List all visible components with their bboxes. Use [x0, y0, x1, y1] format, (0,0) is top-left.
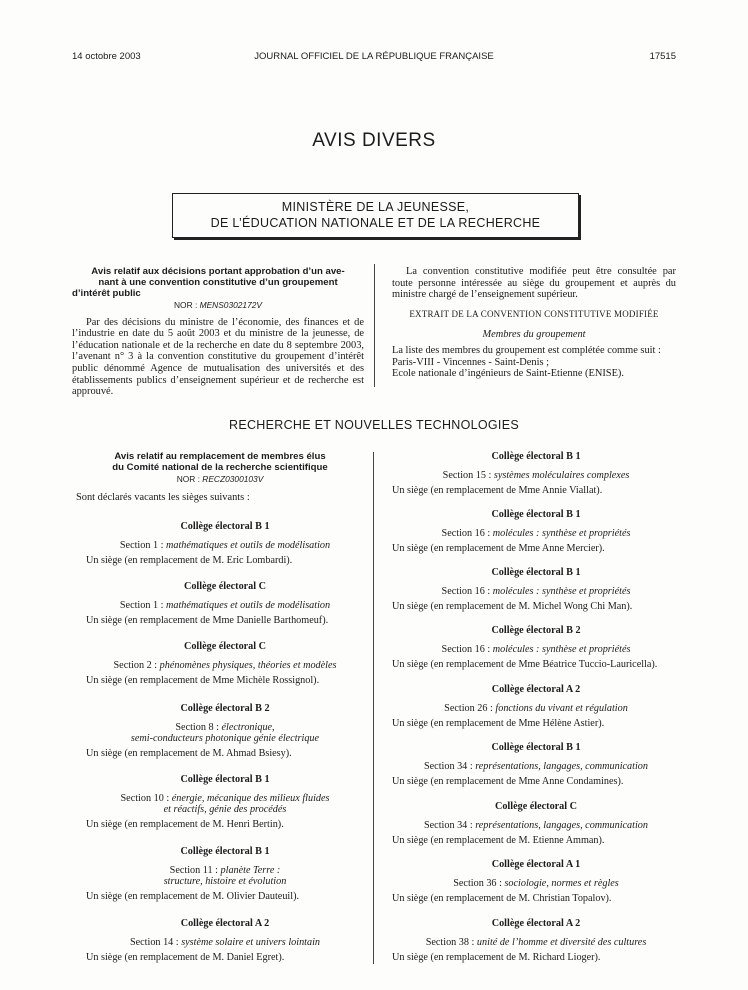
section-line: Section 1 : mathématiques et outils de modélisation — [119, 540, 331, 551]
section-line: Section 34 : représentations, langages, communication — [423, 820, 648, 831]
section-line: Section 16 : molécules : synthèse et propriétés — [441, 528, 631, 539]
nor-reference: NOR : MENS0302172V — [174, 300, 262, 310]
college-heading: Collège électoral C — [494, 801, 578, 812]
college-heading: Collège électoral B 1 — [491, 742, 581, 753]
avis-approbation-continued — [392, 266, 676, 380]
avis-approbation-body: Par des décisions du ministre de l’économie, des finances et de l’industrie en date du 5 août 2003 et du ministre de la jeunesse, de l’éducation nationale et de la recherche en date du 8 septembre 2003, l’avenant n° 3 à la convention constitutive du groupement d’intérêt public dénommé Agence de mutualisation des universités et des établissements publics d’enseignement supérieur et de recherche est approuvé. — [72, 316, 364, 398]
vacancy-entry — [392, 859, 680, 904]
column-divider — [373, 452, 374, 964]
section-line: Section 16 : molécules : synthèse et propriétés — [441, 586, 631, 597]
membres-heading: Membres du groupement — [482, 329, 586, 341]
seat-line: Un siège (en remplacement de M. Henri Bertin). — [86, 819, 284, 830]
seat-line: Un siège (en remplacement de M. Christian Topalov). — [392, 893, 612, 904]
seat-line: Un siège (en remplacement de M. Olivier Dauteuil). — [86, 891, 300, 902]
college-heading: Collège électoral C — [183, 641, 267, 652]
section-line: Section 10 : énergie, mécanique des milieux fluides — [120, 793, 330, 804]
seat-line: Un siège (en remplacement de M. Ahmad Bsiesy). — [86, 748, 292, 759]
header-page-number: 17515 — [649, 51, 676, 62]
college-heading: Collège électoral B 2 — [180, 703, 270, 714]
vacancy-entry — [86, 521, 364, 566]
seat-line: Un siège (en remplacement de Mme Anne Mercier). — [392, 543, 605, 554]
avis-approbation-title: Avis relatif aux décisions portant approbation d’un ave- nant à une convention constitutive d’un groupement d’intérêt public — [72, 266, 345, 299]
college-heading: Collège électoral B 1 — [491, 451, 581, 462]
avis-remplacement-intro: Sont déclarés vacants les sièges suivants : — [76, 491, 250, 503]
college-heading: Collège électoral A 2 — [491, 918, 581, 929]
seat-line: Un siège (en remplacement de M. Michel Wong Chi Man). — [392, 601, 633, 612]
vacancy-entry — [392, 801, 680, 846]
section-line: Section 26 : fonctions du vivant et régulation — [444, 703, 628, 714]
seat-line: Un siège (en remplacement de Mme Michèle Rossignol). — [86, 675, 320, 686]
section-line: Section 15 : systèmes moléculaires complexes — [442, 470, 630, 481]
seat-line: Un siège (en remplacement de M. Daniel Egret). — [86, 952, 285, 963]
seat-line: Un siège (en remplacement de M. Richard Lioger). — [392, 952, 601, 963]
header-journal-title: JOURNAL OFFICIEL DE LA RÉPUBLIQUE FRANÇAISE — [254, 51, 494, 62]
vacancy-entry — [392, 509, 680, 554]
seat-line: Un siège (en remplacement de M. Etienne Amman). — [392, 835, 605, 846]
section-line: Section 11 : planète Terre : — [169, 865, 281, 876]
vacancy-entry — [86, 774, 364, 830]
section-line-continued: structure, histoire et évolution — [163, 876, 287, 887]
convention-consultation-text: La convention constitutive modifiée peut être consultée par toute personne intéressée au siège du groupement et auprès du ministre chargé de l’enseignement supérieur. — [392, 266, 676, 301]
vacancy-entry — [392, 684, 680, 729]
college-heading: Collège électoral B 1 — [180, 846, 270, 857]
section-heading: RECHERCHE ET NOUVELLES TECHNOLOGIES — [229, 418, 519, 432]
section-line: Section 16 : molécules : synthèse et propriétés — [441, 644, 631, 655]
college-heading: Collège électoral B 2 — [491, 625, 581, 636]
college-heading: Collège électoral B 1 — [491, 509, 581, 520]
extrait-heading: EXTRAIT DE LA CONVENTION CONSTITUTIVE MODIFIÉE — [409, 308, 659, 319]
member-item: Paris-VIII - Vincennes - Saint-Denis ; — [392, 356, 550, 368]
ministry-box — [172, 193, 579, 238]
section-line-continued: et réactifs, génie des procédés — [163, 804, 287, 815]
college-heading: Collège électoral B 1 — [180, 774, 270, 785]
section-line: Section 38 : unité de l’homme et diversité des cultures — [425, 937, 647, 948]
seat-line: Un siège (en remplacement de Mme Béatrice Tuccio-Lauricella). — [392, 659, 658, 670]
page-title: AVIS DIVERS — [312, 130, 436, 151]
avis-remplacement-header — [76, 451, 364, 503]
college-heading: Collège électoral B 1 — [491, 567, 581, 578]
nor-reference: NOR : RECZ0300103V — [176, 474, 264, 484]
ministry-line-2: DE L’ÉDUCATION NATIONALE ET DE LA RECHERCHE — [210, 216, 541, 230]
college-heading: Collège électoral B 1 — [180, 521, 270, 532]
vacancy-entry — [392, 742, 680, 787]
avis-remplacement-title: Avis relatif au remplacement de membres élus du Comité national de la recherche scientifique — [112, 451, 328, 473]
liste-intro: La liste des membres du groupement est complétée comme suit : — [392, 344, 661, 356]
vacancy-entry — [392, 625, 680, 670]
college-heading: Collège électoral A 2 — [491, 684, 581, 695]
college-heading: Collège électoral A 1 — [491, 859, 581, 870]
section-line: Section 36 : sociologie, normes et règles — [453, 878, 619, 889]
section-line: Section 1 : mathématiques et outils de modélisation — [119, 600, 331, 611]
section-line-continued: semi-conducteurs photonique génie électrique — [130, 733, 320, 744]
section-line: Section 14 : système solaire et univers lointain — [129, 937, 321, 948]
seat-line: Un siège (en remplacement de Mme Annie Viallat). — [392, 485, 603, 496]
ministry-line-1: MINISTÈRE DE LA JEUNESSE, — [281, 200, 470, 214]
seat-line: Un siège (en remplacement de Mme Anne Condamines). — [392, 776, 624, 787]
vacancy-entry — [392, 567, 680, 612]
vacancy-entry — [86, 703, 364, 759]
section-line: Section 8 : électronique, — [175, 722, 275, 733]
vacancy-entry — [86, 918, 364, 963]
vacancy-entry — [86, 581, 364, 626]
seat-line: Un siège (en remplacement de Mme Danielle Barthomeuf). — [86, 615, 329, 626]
college-heading: Collège électoral C — [183, 581, 267, 592]
member-item: Ecole nationale d’ingénieurs de Saint-Etienne (ENISE). — [392, 368, 624, 380]
section-line: Section 2 : phénomènes physiques, théories et modèles — [113, 660, 337, 671]
header-date: 14 octobre 2003 — [72, 51, 141, 62]
seat-line: Un siège (en remplacement de M. Eric Lombardi). — [86, 555, 293, 566]
vacancy-entry — [392, 918, 680, 963]
vacancy-entry — [392, 451, 680, 496]
college-heading: Collège électoral A 2 — [180, 918, 270, 929]
vacancy-entry — [86, 846, 364, 902]
section-line: Section 34 : représentations, langages, communication — [423, 761, 648, 772]
vacancy-entry — [86, 641, 364, 686]
seat-line: Un siège (en remplacement de Mme Hélène Astier). — [392, 718, 605, 729]
column-divider — [374, 264, 375, 387]
avis-approbation — [72, 266, 364, 398]
